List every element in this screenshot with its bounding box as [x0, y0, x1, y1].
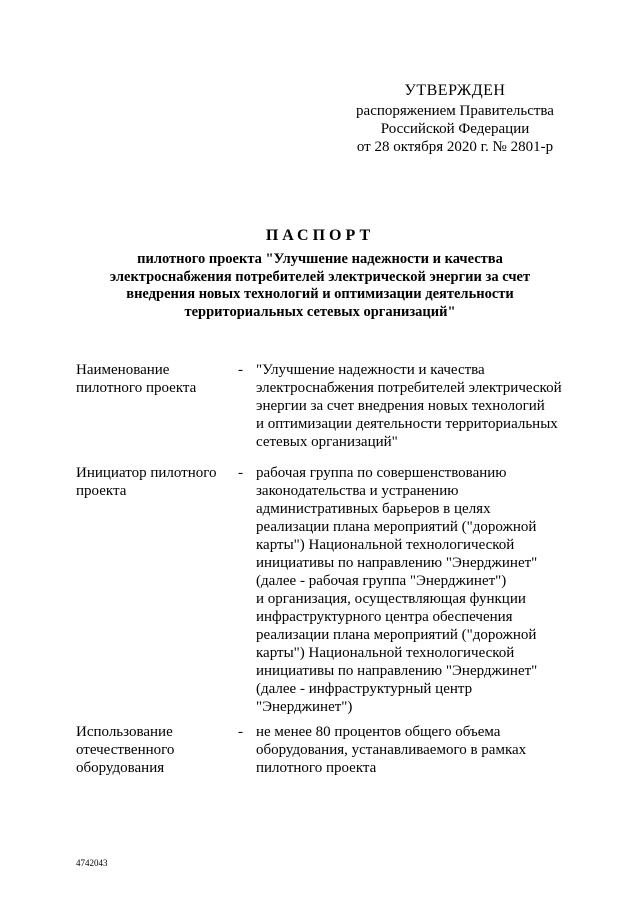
document-title: ПАСПОРТ	[265, 227, 375, 244]
value-line: (далее - рабочая группа "Энерджинет")	[256, 573, 507, 589]
value-line: (далее - инфраструктурный центр	[256, 681, 473, 697]
subtitle-line: пилотного проекта "Улучшение надежности и качества	[137, 251, 503, 267]
value-line: законодательства и устранению	[256, 483, 459, 499]
document-code: 4742043	[76, 858, 108, 868]
approval-line: распоряжением Правительства	[356, 103, 554, 119]
value-line: и оптимизации деятельности территориальных	[256, 416, 558, 432]
label-line: пилотного проекта	[76, 380, 197, 396]
row-value	[256, 464, 576, 716]
value-line: инициативы по направлению "Энерджинет"	[256, 555, 538, 571]
value-line: не менее 80 процентов общего объема	[256, 724, 501, 740]
value-line: карты") Национальной технологической	[256, 645, 515, 661]
value-line: административных барьеров в целях	[256, 501, 491, 517]
value-line: "Улучшение надежности и качества	[256, 362, 485, 378]
approval-heading: УТВЕРЖДЕН	[404, 82, 506, 99]
approval-block	[340, 82, 570, 156]
row-dash: -	[238, 362, 243, 378]
subtitle-line: электроснабжения потребителей электрической энергии за счет	[109, 268, 531, 285]
value-line: карты") Национальной технологической	[256, 537, 515, 553]
label-line: оборудования	[76, 760, 165, 776]
row-label	[76, 361, 236, 397]
value-line: сетевых организаций"	[256, 434, 398, 450]
row-label	[76, 723, 236, 777]
value-line: пилотного проекта	[256, 760, 377, 776]
value-line: энергии за счет внедрения новых технологий	[256, 398, 545, 414]
approval-line: Российской Федерации	[380, 121, 530, 137]
subtitle-line: территориальных сетевых организаций"	[184, 303, 456, 320]
value-line: реализации плана мероприятий ("дорожной	[256, 519, 537, 535]
row-value	[256, 723, 576, 777]
value-line: инфраструктурного центра обеспечения	[256, 609, 513, 625]
subtitle-line: внедрения новых технологий и оптимизации деятельности	[126, 286, 514, 302]
label-line: отечественного	[76, 742, 175, 758]
row-label	[76, 464, 236, 500]
label-line: Инициатор пилотного	[76, 465, 217, 481]
value-line: электроснабжения потребителей электрической	[256, 380, 562, 396]
row-dash: -	[238, 465, 243, 481]
value-line: "Энерджинет")	[256, 699, 353, 715]
approval-date-line: от 28 октября 2020 г. № 2801-р	[356, 139, 554, 155]
row-dash: -	[238, 724, 243, 740]
value-line: и организация, осуществляющая функции	[256, 591, 526, 607]
label-line: проекта	[76, 483, 127, 499]
label-line: Использование	[76, 724, 173, 740]
value-line: оборудования, устанавливаемого в рамках	[256, 742, 527, 758]
label-line: Наименование	[76, 362, 170, 378]
row-value	[256, 361, 576, 451]
value-line: рабочая группа по совершенствованию	[256, 465, 507, 481]
value-line: реализации плана мероприятий ("дорожной	[256, 627, 537, 643]
value-line: инициативы по направлению "Энерджинет"	[256, 663, 538, 679]
document-subtitle	[100, 251, 540, 321]
